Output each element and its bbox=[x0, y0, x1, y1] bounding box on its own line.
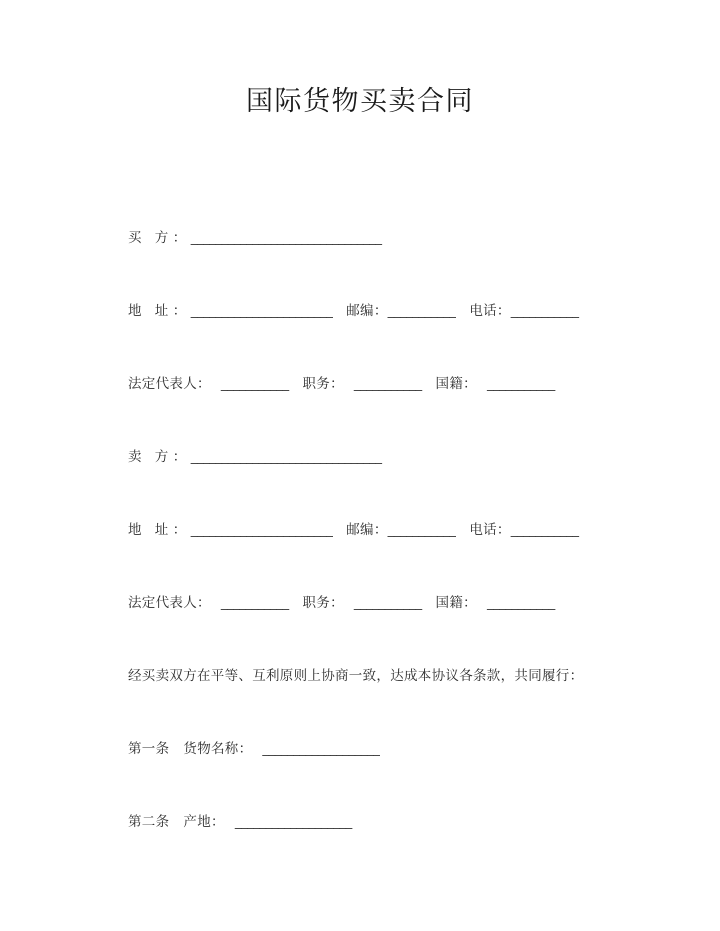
article-1-number: 第一条 bbox=[128, 741, 170, 757]
buyer-legal-rep-label: 法定代表人： bbox=[128, 376, 211, 392]
buyer-position-label: 职务： bbox=[302, 376, 344, 392]
seller-phone-label: 电话： bbox=[469, 522, 511, 538]
buyer-phone-blank[interactable]: ___________ bbox=[510, 303, 579, 319]
seller-address-label: 地 址： bbox=[128, 522, 191, 538]
article-1-line bbox=[128, 739, 628, 812]
seller-nationality-blank[interactable]: ___________ bbox=[486, 595, 555, 611]
seller-postcode-label: 邮编： bbox=[346, 522, 388, 538]
buyer-postcode-label: 邮编： bbox=[346, 303, 388, 319]
article-1-title: 货物名称： bbox=[183, 741, 253, 757]
buyer-name-label: 买 方： bbox=[128, 230, 191, 246]
buyer-address-blank[interactable]: _______________________ bbox=[190, 303, 333, 319]
preamble-line bbox=[128, 666, 628, 739]
article-2-line bbox=[128, 812, 628, 885]
seller-name-blank[interactable]: _______________________________ bbox=[190, 449, 382, 465]
article-1-blank[interactable]: ___________________ bbox=[262, 741, 380, 757]
article-2-title: 产地： bbox=[183, 814, 225, 830]
seller-legal-rep-label: 法定代表人： bbox=[128, 595, 211, 611]
document-title: 国际货物买卖合同 bbox=[246, 86, 474, 117]
seller-nationality-label: 国籍： bbox=[435, 595, 477, 611]
seller-legal-rep-blank[interactable]: ___________ bbox=[220, 595, 289, 611]
seller-postcode-blank[interactable]: ___________ bbox=[387, 522, 456, 538]
seller-name-label: 卖 方： bbox=[128, 449, 191, 465]
seller-legal-rep-line bbox=[128, 593, 628, 666]
article-2-number: 第二条 bbox=[128, 814, 170, 830]
seller-phone-blank[interactable]: ___________ bbox=[510, 522, 579, 538]
article-2-blank[interactable]: ___________________ bbox=[234, 814, 352, 830]
buyer-nationality-label: 国籍： bbox=[435, 376, 477, 392]
seller-position-label: 职务： bbox=[302, 595, 344, 611]
buyer-name-blank[interactable]: _______________________________ bbox=[190, 230, 382, 246]
buyer-legal-rep-line bbox=[128, 374, 628, 447]
buyer-postcode-blank[interactable]: ___________ bbox=[387, 303, 456, 319]
seller-name-line bbox=[128, 447, 628, 520]
seller-address-blank[interactable]: _______________________ bbox=[190, 522, 333, 538]
buyer-address-label: 地 址： bbox=[128, 303, 191, 319]
buyer-phone-label: 电话： bbox=[469, 303, 511, 319]
seller-position-blank[interactable]: ___________ bbox=[353, 595, 422, 611]
buyer-legal-rep-blank[interactable]: ___________ bbox=[220, 376, 289, 392]
buyer-name-line bbox=[128, 228, 628, 301]
buyer-position-blank[interactable]: ___________ bbox=[353, 376, 422, 392]
contract-body bbox=[128, 228, 628, 885]
preamble-text: 经买卖双方在平等、互利原则上协商一致，达成本协议各条款，共同履行： bbox=[128, 668, 584, 684]
seller-address-line bbox=[128, 520, 628, 593]
buyer-address-line bbox=[128, 301, 628, 374]
buyer-nationality-blank[interactable]: ___________ bbox=[486, 376, 555, 392]
